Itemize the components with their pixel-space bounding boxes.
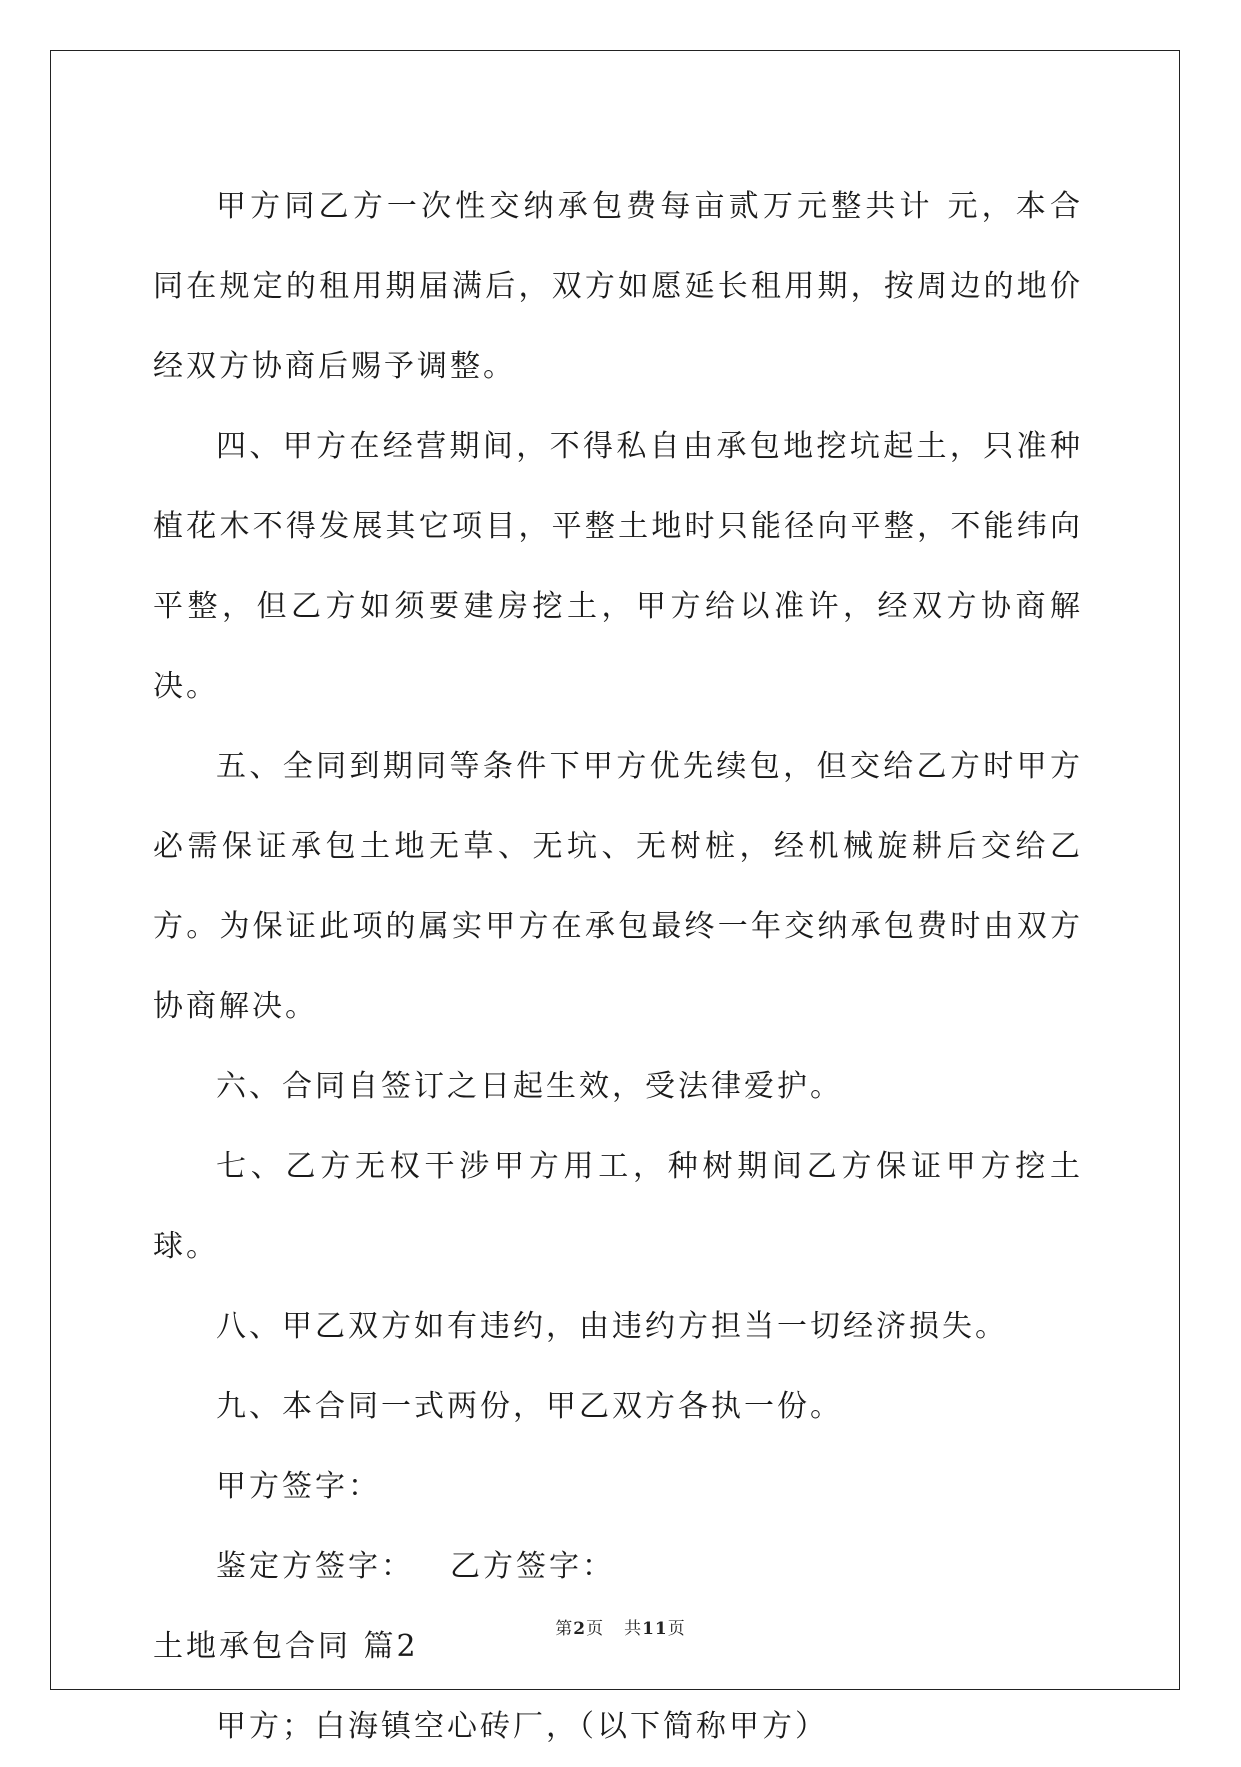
signature-party-a: 甲方签字： xyxy=(216,1469,381,1504)
paragraph-fee-clause: 甲方同乙方一次性交纳承包费每亩贰万元整共计 元，本合同在规定的租用期届满后，双方如愿延长租用期，按周边的地价经双方协商后赐予调整。 xyxy=(153,189,1083,384)
page-footer xyxy=(0,1614,1241,1639)
signature-line xyxy=(153,1527,1083,1607)
paragraph-clause-5: 五、全同到期同等条件下甲方优先续包，但交给乙方时甲方必需保证承包土地无草、无坑、无树桩，经机械旋耕后交给乙方。为保证此项的属实甲方在承包最终一年交纳承包费时由双方协商解决。 xyxy=(153,749,1083,1024)
paragraph-clause-7: 七、乙方无权干涉甲方用工，种树期间乙方保证甲方挖土球。 xyxy=(153,1149,1083,1264)
footer-page-suffix: 页 xyxy=(586,1619,605,1639)
footer-page-prefix: 第 xyxy=(555,1619,574,1639)
paragraph-clause-8: 八、甲乙双方如有违约，由违约方担当一切经济损失。 xyxy=(216,1309,1008,1344)
footer-page-current: 2 xyxy=(573,1619,587,1639)
paragraph-clause-6: 六、合同自签订之日起生效，受法律爱护。 xyxy=(216,1069,843,1104)
paragraph-clause-4: 四、甲方在经营期间，不得私自由承包地挖坑起土，只准种植花木不得发展其它项目，平整土地时只能径向平整，不能纬向平整，但乙方如须要建房挖土，甲方给以准许，经双方协商解决。 xyxy=(153,429,1083,704)
paragraph-clause-9: 九、本合同一式两份，甲乙双方各执一份。 xyxy=(216,1389,843,1424)
signature-party-b: 乙方签字： xyxy=(450,1549,615,1584)
footer-total-suffix: 页 xyxy=(667,1619,686,1639)
signature-appraiser: 鉴定方签字： xyxy=(216,1549,414,1584)
footer-total-prefix: 共 xyxy=(624,1619,643,1639)
party-a-intro: 甲方；白海镇空心砖厂，（以下简称甲方） xyxy=(216,1709,828,1744)
section-heading: 土地承包合同 篇2 xyxy=(153,1629,419,1664)
footer-page-total: 11 xyxy=(642,1619,668,1639)
document-body xyxy=(153,167,1083,1767)
